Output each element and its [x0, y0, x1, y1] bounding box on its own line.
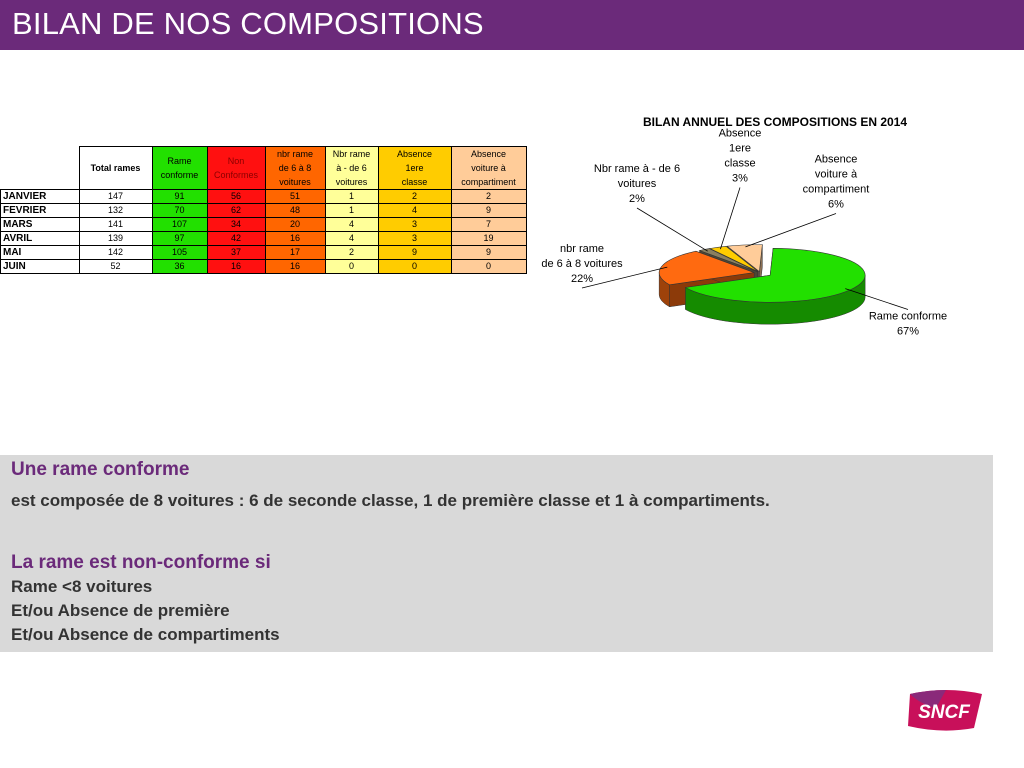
header-de6a8-line3: voitures: [279, 177, 311, 187]
cell-conforme: 70: [152, 204, 207, 218]
cell-premiere: 3: [378, 218, 451, 232]
header-conforme-line2: conforme: [160, 170, 199, 180]
pie-label: Rame conforme: [868, 310, 948, 323]
table-row: [1, 190, 527, 204]
cell-month: JUIN: [1, 260, 80, 274]
pie-label: voiture à: [814, 168, 858, 181]
cell-non-conformes: 16: [207, 260, 265, 274]
info-panel: [0, 455, 993, 652]
pie-label: Absence: [718, 127, 762, 140]
chart-title: BILAN ANNUEL DES COMPOSITIONS EN 2014: [642, 115, 908, 129]
cell-de6a8: 16: [265, 260, 325, 274]
cell-conforme: 105: [152, 246, 207, 260]
table-header-row: [1, 147, 527, 190]
header-nonconf-line2: Conformes: [213, 170, 258, 180]
cell-total: 139: [79, 232, 152, 246]
pie-leader-line: [637, 208, 708, 251]
cell-de6a8: 48: [265, 204, 325, 218]
cell-total: 141: [79, 218, 152, 232]
pie-label: nbr rame: [559, 243, 605, 255]
cell-non-conformes: 34: [207, 218, 265, 232]
cell-moins6: 4: [325, 218, 378, 232]
cell-premiere: 4: [378, 204, 451, 218]
logo-text: SNCF: [918, 702, 970, 723]
header-premiere: [378, 147, 451, 190]
monthly-table: [0, 146, 527, 274]
header-de6a8: [265, 147, 325, 190]
info-heading-non-conforme: La rame est non-conforme si: [11, 552, 271, 573]
cell-month: FEVRIER: [1, 204, 80, 218]
info-definition: est composée de 8 voitures : 6 de seconde classe, 1 de première classe et 1 à compartiments.: [11, 491, 770, 510]
pie-label: de 6 à 8 voitures: [541, 258, 623, 270]
cell-compartiment: 9: [451, 246, 526, 260]
cell-total: 132: [79, 204, 152, 218]
header-de6a8-line2: de 6 à 8: [278, 163, 312, 173]
cell-conforme: 36: [152, 260, 207, 274]
cell-de6a8: 20: [265, 218, 325, 232]
cell-non-conformes: 37: [207, 246, 265, 260]
pie-label: classe: [724, 157, 756, 170]
table-row: [1, 232, 527, 246]
header-empty-cell: [1, 147, 80, 190]
pie-label: Nbr rame à - de 6: [593, 163, 681, 175]
cell-moins6: 0: [325, 260, 378, 274]
cell-premiere: 0: [378, 260, 451, 274]
cell-de6a8: 51: [265, 190, 325, 204]
cell-moins6: 4: [325, 232, 378, 246]
table-row: [1, 218, 527, 232]
header-moins6-line2: à - de 6: [336, 163, 367, 173]
header-de6a8-line1: nbr rame: [276, 149, 313, 159]
pie-percent-label: 2%: [629, 193, 645, 205]
pie-percent-label: 3%: [732, 172, 748, 185]
info-condition: Et/ou Absence de compartiments: [11, 625, 280, 644]
table-row: [1, 246, 527, 260]
header-conforme-line1: Rame: [167, 156, 192, 166]
cell-premiere: 9: [378, 246, 451, 260]
header-moins6-line3: voitures: [335, 177, 368, 187]
cell-conforme: 107: [152, 218, 207, 232]
pie-percent-label: 22%: [570, 273, 594, 285]
cell-conforme: 91: [152, 190, 207, 204]
header-moins6-line1: Nbr rame: [332, 149, 371, 159]
pie-leader-line: [582, 267, 667, 288]
info-condition: Rame <8 voitures: [11, 577, 153, 596]
cell-moins6: 1: [325, 204, 378, 218]
cell-total: 147: [79, 190, 152, 204]
pie-leader-line: [745, 214, 836, 247]
pie-label: 1ere: [728, 142, 752, 155]
table-row: [1, 204, 527, 218]
pie-leader-line: [720, 188, 740, 250]
cell-month: MAI: [1, 246, 80, 260]
cell-compartiment: 9: [451, 204, 526, 218]
cell-total: 142: [79, 246, 152, 260]
cell-moins6: 2: [325, 246, 378, 260]
cell-non-conformes: 42: [207, 232, 265, 246]
title-bar: [0, 0, 1024, 50]
pie-label: voitures: [617, 178, 657, 190]
cell-compartiment: 0: [451, 260, 526, 274]
table-row: [1, 260, 527, 274]
header-comp-line3: compartiment: [461, 177, 516, 187]
header-moins6: [325, 147, 378, 190]
cell-premiere: 2: [378, 190, 451, 204]
header-premiere-line1: Absence: [396, 149, 433, 159]
sncf-logo: [906, 688, 986, 732]
cell-non-conformes: 56: [207, 190, 265, 204]
header-non-conformes: [207, 147, 265, 190]
header-nonconf-line1: Non: [227, 156, 245, 166]
cell-compartiment: 19: [451, 232, 526, 246]
header-total: Total rames: [79, 147, 152, 190]
pie-label: Absence: [814, 153, 858, 166]
header-premiere-line2: 1ere: [405, 163, 424, 173]
pie-label: compartiment: [802, 183, 870, 196]
cell-month: MARS: [1, 218, 80, 232]
cell-total: 52: [79, 260, 152, 274]
cell-month: AVRIL: [1, 232, 80, 246]
cell-moins6: 1: [325, 190, 378, 204]
cell-compartiment: 2: [451, 190, 526, 204]
pie-chart: [530, 127, 990, 375]
header-compartiment: [451, 147, 526, 190]
pie-percent-label: 6%: [828, 198, 844, 211]
info-condition: Et/ou Absence de première: [11, 601, 230, 620]
cell-de6a8: 16: [265, 232, 325, 246]
header-comp-line2: voiture à: [471, 163, 506, 173]
cell-de6a8: 17: [265, 246, 325, 260]
cell-premiere: 3: [378, 232, 451, 246]
cell-non-conformes: 62: [207, 204, 265, 218]
cell-month: JANVIER: [1, 190, 80, 204]
header-premiere-line3: classe: [401, 177, 428, 187]
cell-compartiment: 7: [451, 218, 526, 232]
info-heading-conforme: Une rame conforme: [11, 459, 190, 480]
header-comp-line1: Absence: [470, 149, 507, 159]
slide-title: BILAN DE NOS COMPOSITIONS: [12, 6, 484, 41]
pie-percent-label: 67%: [896, 325, 920, 338]
header-conforme: [152, 147, 207, 190]
cell-conforme: 97: [152, 232, 207, 246]
